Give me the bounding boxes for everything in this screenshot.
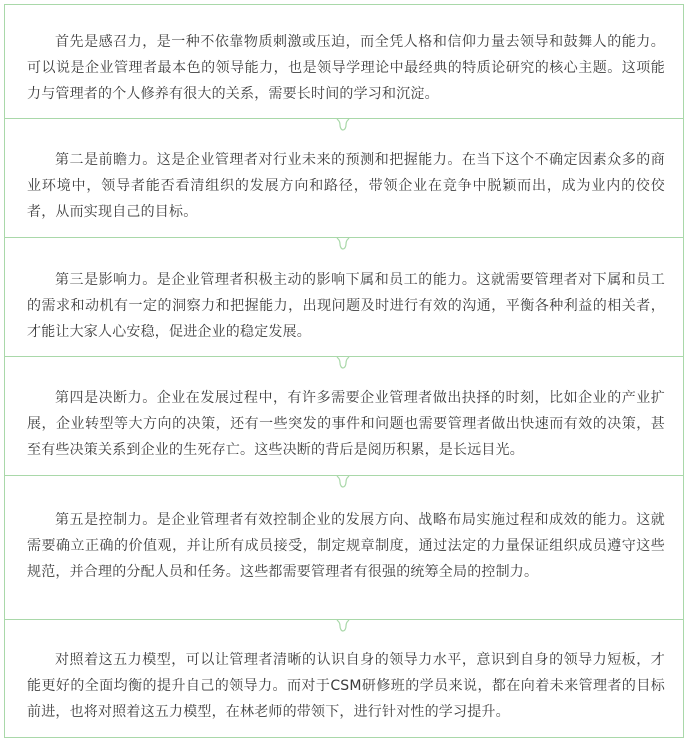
divider-knot-icon (336, 357, 350, 369)
paragraph-conclusion: 对照着这五力模型，可以让管理者清晰的认识自身的领导力水平，意识到自身的领导力短板，才能更好的全面均衡的提升自己的领导力。而对于CSM研修班的学员来说，都在向着未来管理者的目标前进，也将对照着这五力模型，在林老师的带领下，进行针对性的学习提升。 (27, 652, 665, 720)
paragraph-block-3 (5, 267, 683, 345)
divider-knot-icon (336, 620, 350, 632)
paragraph-charisma: 首先是感召力，是一种不依靠物质刺激或压迫，而全凭人格和信仰力量去领导和鼓舞人的能力。可以说是企业管理者最本色的领导能力，也是领导学理论中最经典的特质论研究的核心主题。这项能力与管理者的个人修养有很大的关系，需要长时间的学习和沉淀。 (27, 34, 665, 102)
divider-knot-icon (336, 476, 350, 488)
paragraph-foresight: 第二是前瞻力。这是企业管理者对行业未来的预测和把握能力。在当下这个不确定因素众多的商业环境中，领导者能否看清组织的发展方向和路径，带领企业在竞争中脱颖而出，成为业内的佼佼者，从而实现自己的目标。 (27, 152, 665, 220)
paragraph-control: 第五是控制力。是企业管理者有效控制企业的发展方向、战略布局实施过程和成效的能力。这就需要确立正确的价值观，并让所有成员接受，制定规章制度，通过法定的力量保证组织成员遵守这些规范，并合理的分配人员和任务。这些都需要管理者有很强的统筹全局的控制力。 (27, 512, 665, 580)
paragraph-decisiveness: 第四是决断力。企业在发展过程中，有许多需要企业管理者做出抉择的时刻，比如企业的产业扩展，企业转型等大方向的决策，还有一些突发的事件和问题也需要管理者做出快速而有效的决策，甚至有些决策关系到企业的生死存亡。这些决断的背后是阅历积累，是长远目光。 (27, 390, 665, 458)
paragraph-block-4 (5, 385, 683, 463)
paragraph-influence: 第三是影响力。是企业管理者积极主动的影响下属和员工的能力。这就需要管理者对下属和员工的需求和动机有一定的洞察力和把握能力，出现问题及时进行有效的沟通，平衡各种利益的相关者，才能让大家人心安稳，促进企业的稳定发展。 (27, 272, 665, 340)
divider-knot-icon (336, 119, 350, 131)
paragraph-block-2 (5, 147, 683, 225)
divider-knot-icon (336, 238, 350, 250)
paragraph-block-5 (5, 507, 683, 585)
paragraph-block-6 (5, 647, 683, 725)
paragraph-block-1 (5, 29, 683, 107)
content-frame (4, 4, 684, 738)
